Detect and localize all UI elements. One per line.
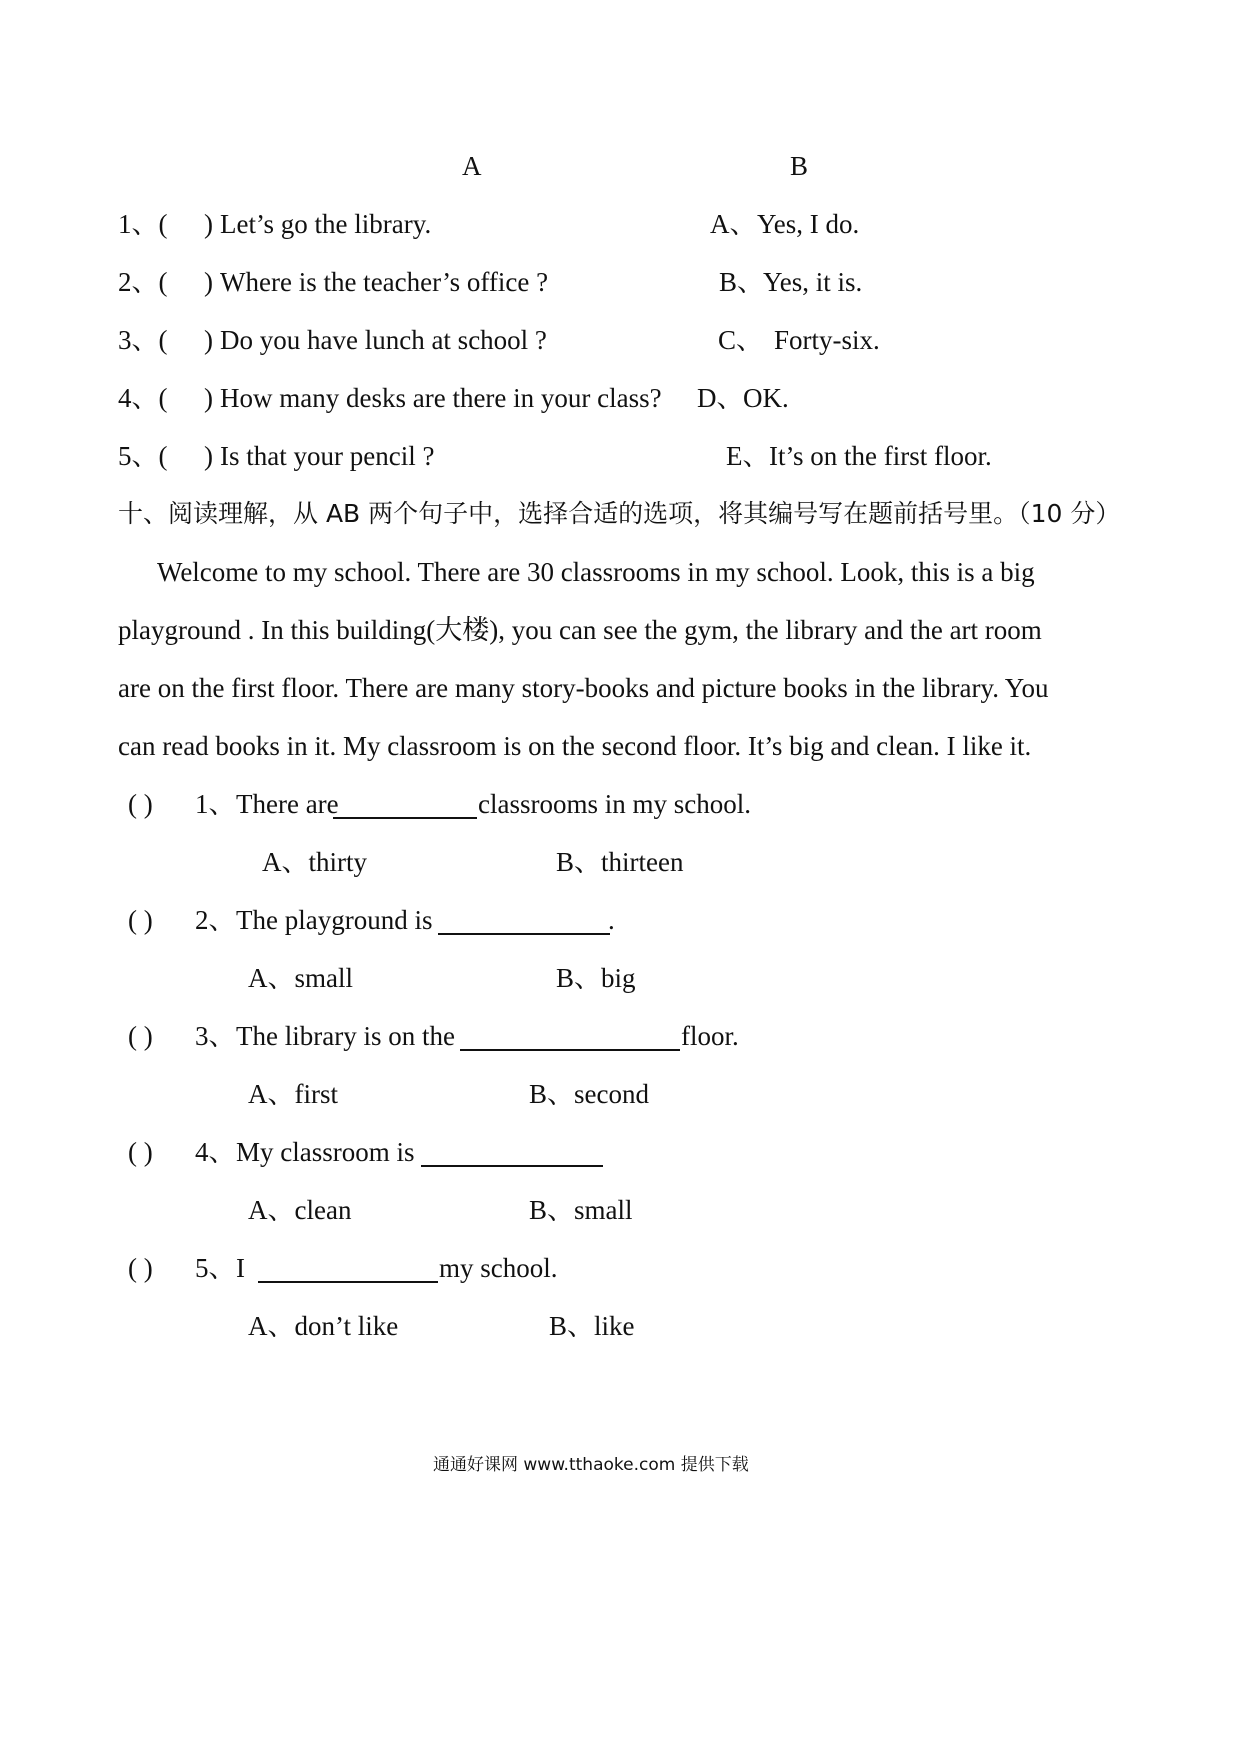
answer-letter: B、 — [719, 267, 765, 297]
fill-blank — [460, 1027, 680, 1051]
answer-letter: D、 — [697, 383, 744, 413]
answer-bracket-close: ) — [204, 209, 213, 239]
answer-bracket: ( ) — [128, 789, 153, 819]
option-b: B、big — [556, 963, 636, 993]
fill-blank — [438, 911, 610, 935]
fill-blank — [258, 1259, 438, 1283]
option-b: B、thirteen — [556, 847, 684, 877]
answer-bracket-close: ) — [204, 267, 213, 297]
item-text-after: my school. — [439, 1253, 558, 1283]
option-a: A、small — [248, 963, 353, 993]
page-footer: 通通好课网 www.tthaoke.com 提供下载 — [433, 1455, 749, 1475]
question-number: 3、( — [118, 325, 168, 355]
item-text-before: The playground is — [236, 905, 433, 935]
section-heading: 十、阅读理解，从 AB 两个句子中，选择合适的选项，将其编号写在题前括号里。（10 分） — [118, 499, 1121, 528]
column-a-header: A — [462, 151, 482, 181]
question-text: Where is the teacher’s office ? — [220, 267, 549, 297]
answer-letter: E、 — [726, 441, 770, 471]
item-text-before: The library is on the — [236, 1021, 455, 1051]
answer-bracket: ( ) — [128, 1253, 153, 1283]
answer-bracket-close: ) — [204, 325, 213, 355]
question-number: 2、( — [118, 267, 168, 297]
answer-bracket-close: ) — [204, 383, 213, 413]
option-b: B、second — [529, 1079, 649, 1109]
item-text-before: My classroom is — [236, 1137, 415, 1167]
question-text: Let’s go the library. — [220, 209, 432, 239]
column-b-header: B — [790, 151, 809, 181]
item-text-before: There are — [236, 789, 339, 819]
item-text-before: I — [236, 1253, 245, 1283]
answer-text: It’s on the first floor. — [769, 441, 992, 471]
option-b: B、like — [549, 1311, 635, 1341]
item-number: 3、 — [195, 1021, 236, 1051]
answer-letter: C、 — [718, 325, 764, 355]
item-number: 1、 — [195, 789, 236, 819]
question-number: 4、( — [118, 383, 168, 413]
item-text-after: . — [608, 905, 615, 935]
question-number: 5、( — [118, 441, 168, 471]
option-a: A、clean — [248, 1195, 352, 1225]
answer-bracket: ( ) — [128, 1137, 153, 1167]
answer-bracket: ( ) — [128, 905, 153, 935]
item-number: 2、 — [195, 905, 236, 935]
answer-text: Forty-six. — [774, 325, 880, 355]
fill-blank — [421, 1143, 603, 1167]
passage-line: playground . In this building(大楼), you can see the gym, the library and the art room — [118, 615, 1042, 645]
item-number: 4、 — [195, 1137, 236, 1167]
item-number: 5、 — [195, 1253, 236, 1283]
answer-bracket-close: ) — [204, 441, 213, 471]
option-a: A、thirty — [262, 847, 367, 877]
answer-bracket: ( ) — [128, 1021, 153, 1051]
item-text-after: classrooms in my school. — [478, 789, 751, 819]
passage-line: Welcome to my school. There are 30 classrooms in my school. Look, this is a big — [157, 557, 1035, 587]
answer-text: Yes, I do. — [757, 209, 860, 239]
question-text: Is that your pencil ? — [220, 441, 435, 471]
question-number: 1、( — [118, 209, 168, 239]
passage-line: are on the first floor. There are many story-books and picture books in the library. You — [118, 673, 1049, 703]
option-a: A、first — [248, 1079, 338, 1109]
fill-blank — [333, 795, 477, 819]
question-text: How many desks are there in your class? — [220, 383, 662, 413]
option-a: A、don’t like — [248, 1311, 399, 1341]
item-text-after: floor. — [681, 1021, 739, 1051]
answer-text: OK. — [743, 383, 789, 413]
question-text: Do you have lunch at school ? — [220, 325, 547, 355]
answer-letter: A、 — [710, 209, 757, 239]
option-b: B、small — [529, 1195, 633, 1225]
passage-line: can read books in it. My classroom is on the second floor. It’s big and clean. I like it. — [118, 731, 1032, 761]
answer-text: Yes, it is. — [763, 267, 863, 297]
